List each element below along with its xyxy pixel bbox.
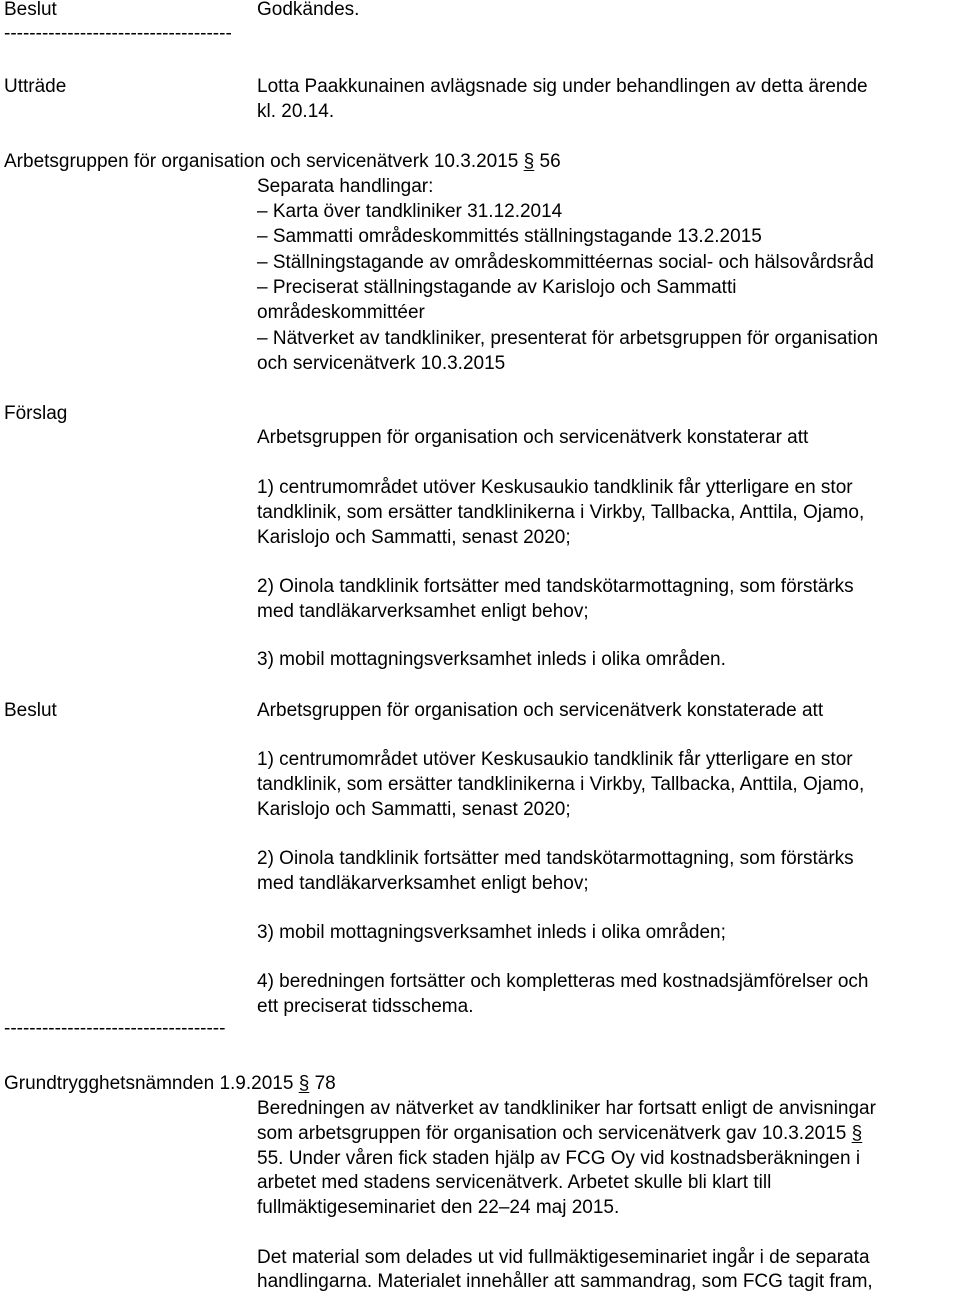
meeting-title: [4, 150, 561, 175]
body-line: Lotta Paakkunainen avlägsnade sig under behandlingen av detta ärende: [257, 76, 868, 97]
body-line: arbetet med stadens servicenätverk. Arbetet skulle bli klart till: [257, 1172, 772, 1193]
attachment-item: och servicenätverk 10.3.2015: [257, 353, 506, 374]
paragraph-number: 78: [314, 1073, 336, 1094]
attachment-item: – Preciserat ställningstagande av Karislojo och Sammatti: [257, 277, 737, 298]
paragraph-symbol: §: [523, 151, 535, 172]
proposal-item-line: 3) mobil mottagningsverksamhet inleds i olika områden.: [257, 649, 726, 670]
body-line: handlingarna. Materialet innehåller att sammandrag, som FCG tagit fram,: [257, 1271, 873, 1292]
separator-line: -----------------------------------: [4, 1018, 226, 1039]
decision-item-line: tandklinik, som ersätter tandklinikerna i Virkby, Tallbacka, Anttila, Ojamo,: [257, 774, 865, 795]
section-label-beslut: Beslut: [4, 700, 57, 721]
paragraph-symbol: §: [851, 1123, 863, 1144]
decision-item-line: 1) centrumområdet utöver Keskusaukio tandklinik får ytterligare en stor: [257, 749, 853, 770]
section-label-uttrade: Utträde: [4, 76, 67, 97]
paragraph-number: 56: [539, 151, 561, 172]
body-name: Arbetsgruppen för organisation och servicenätverk 10.3.2015: [4, 151, 519, 172]
body-line: fullmäktigeseminariet den 22–24 maj 2015.: [257, 1197, 620, 1218]
decision-item-line: med tandläkarverksamhet enligt behov;: [257, 873, 589, 894]
attachment-item: – Sammatti områdeskommittés ställningstagande 13.2.2015: [257, 226, 762, 247]
paragraph-symbol: §: [298, 1073, 310, 1094]
body-line: Det material som delades ut vid fullmäktigeseminariet ingår i de separata: [257, 1247, 870, 1268]
proposal-item-line: 2) Oinola tandklinik fortsätter med tandskötarmottagning, som förstärks: [257, 576, 854, 597]
body-line: 55. Under våren fick staden hjälp av FCG Oy vid kostnadsberäkningen i: [257, 1148, 861, 1169]
decision-item-line: 2) Oinola tandklinik fortsätter med tandskötarmottagning, som förstärks: [257, 848, 854, 869]
proposal-intro: Arbetsgruppen för organisation och servicenätverk konstaterar att: [257, 427, 809, 448]
section-label-beslut: Beslut: [4, 0, 57, 20]
decision-text: Godkändes.: [257, 0, 360, 20]
decision-intro: Arbetsgruppen för organisation och servicenätverk konstaterade att: [257, 700, 824, 721]
decision-item-line: 3) mobil mottagningsverksamhet inleds i olika områden;: [257, 922, 726, 943]
decision-item-line: 4) beredningen fortsätter och kompletteras med kostnadsjämförelser och: [257, 971, 869, 992]
separator-line: ------------------------------------: [4, 23, 232, 44]
proposal-item-line: med tandläkarverksamhet enligt behov;: [257, 601, 589, 622]
body-line: [257, 1122, 862, 1147]
attachment-item: – Karta över tandkliniker 31.12.2014: [257, 201, 563, 222]
body-name: Grundtrygghetsnämnden 1.9.2015: [4, 1073, 294, 1094]
proposal-item-line: 1) centrumområdet utöver Keskusaukio tandklinik får ytterligare en stor: [257, 477, 853, 498]
body-line: Beredningen av nätverket av tandkliniker har fortsatt enligt de anvisningar: [257, 1098, 876, 1119]
proposal-item-line: tandklinik, som ersätter tandklinikerna i Virkby, Tallbacka, Anttila, Ojamo,: [257, 502, 865, 523]
body-text: som arbetsgruppen för organisation och servicenätverk gav 10.3.2015: [257, 1123, 847, 1144]
decision-item-line: Karislojo och Sammatti, senast 2020;: [257, 799, 571, 820]
meeting-title: [4, 1072, 336, 1097]
decision-item-line: ett preciserat tidsschema.: [257, 996, 474, 1017]
attachment-item: områdeskommittéer: [257, 302, 425, 323]
body-line: kl. 20.14.: [257, 101, 335, 122]
attachments-heading: Separata handlingar:: [257, 176, 434, 197]
section-label-forslag: Förslag: [4, 403, 68, 424]
proposal-item-line: Karislojo och Sammatti, senast 2020;: [257, 527, 571, 548]
attachment-item: – Ställningstagande av områdeskommittéernas social- och hälsovårdsråd: [257, 252, 874, 273]
attachment-item: – Nätverket av tandkliniker, presenterat för arbetsgruppen för organisation: [257, 328, 879, 349]
